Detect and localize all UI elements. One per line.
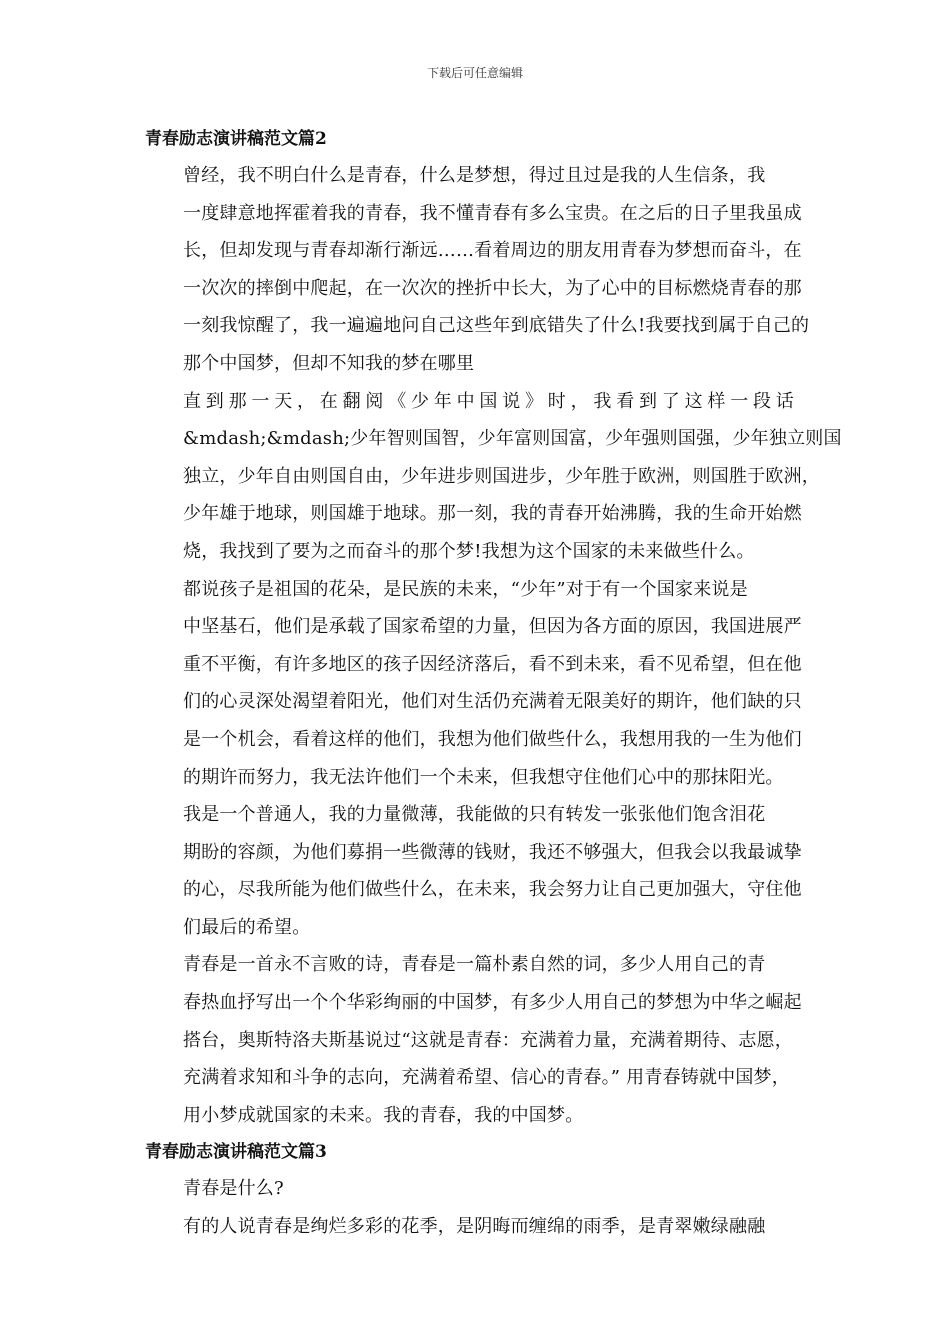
- text-line: 的心，尽我所能为他们做些什么，在未来，我会努力让自己更加强大，守住他: [183, 879, 802, 901]
- text-line: 用小梦成就国家的未来。我的青春，我的中国梦。: [183, 1104, 584, 1126]
- text-line: 我是一个普通人，我的力量微薄，我能做的只有转发一张张他们饱含泪花: [183, 804, 766, 826]
- paragraph: [145, 383, 842, 571]
- text-line: 期盼的容颜，为他们募捐一些微薄的钱财，我还不够强大，但我会以我最诚挚: [183, 841, 802, 863]
- paragraph: [145, 1170, 810, 1208]
- text-line: 那个中国梦，但却不知我的梦在哪里: [183, 352, 475, 374]
- document-body: [145, 121, 842, 1246]
- text-line: 直到那一天，在翻阅《少年中国说》时，我看到了这样一段话: [183, 390, 799, 412]
- text-line: 一度肆意地挥霍着我的青春，我不懂青春有多么宝贵。在之后的日子里我虽成: [183, 202, 802, 224]
- text-line: 青春是什么?: [183, 1178, 284, 1200]
- text-line: &mdash;&mdash;少年智则国智，少年富则国富，少年强则国强，少年独立则国: [183, 428, 842, 450]
- paragraph: [145, 796, 810, 946]
- text-line: 少年雄于地球，则国雄于地球。那一刻，我的青春开始沸腾，我的生命开始燃: [183, 503, 802, 525]
- text-line: 是一个机会，看着这样的他们，我想为他们做些什么，我想用我的一生为他们: [183, 728, 802, 750]
- text-line: 曾经，我不明白什么是青春，什么是梦想，得过且过是我的人生信条，我: [183, 165, 766, 186]
- text-line: 青春是一首永不言败的诗，青春是一篇朴素自然的词，多少人用自己的青: [183, 954, 766, 976]
- text-line: 的期许而努力，我无法许他们一个未来，但我想守住他们心中的那抹阳光。: [183, 766, 784, 788]
- paragraph: [145, 946, 810, 1134]
- text-line: 长，但却发现与青春却渐行渐远……看着周边的朋友用青春为梦想而奋斗，在: [183, 240, 802, 262]
- text-line: 充满着求知和斗争的志向，充满着希望、信心的青春。” 用青春铸就中国梦，: [183, 1067, 790, 1089]
- text-line: 搭台，奥斯特洛夫斯基说过“这就是青春：充满着力量，充满着期待、志愿，: [183, 1029, 793, 1051]
- paragraph: [145, 571, 810, 797]
- text-line: 一次次的摔倒中爬起，在一次次的挫折中长大，为了心中的目标燃烧青春的那: [183, 277, 802, 299]
- text-line: 们最后的希望。: [183, 916, 311, 938]
- section-heading: 青春励志演讲稿范文篇2: [145, 129, 327, 149]
- text-line: 独立，少年自由则国自由，少年进步则国进步，少年胜于欧洲，则国胜于欧洲，: [183, 465, 820, 487]
- text-line: 一刻我惊醒了，我一遍遍地问自己这些年到底错失了什么!我要找到属于自己的: [183, 315, 810, 337]
- text-line: 烧，我找到了要为之而奋斗的那个梦!我想为这个国家的未来做些什么。: [183, 540, 755, 562]
- page-header: 下载后可任意编辑: [426, 66, 523, 80]
- paragraph: [145, 157, 810, 383]
- text-line: 们的心灵深处渴望着阳光，他们对生活仍充满着无限美好的期许，他们缺的只: [183, 691, 802, 713]
- section-heading: 青春励志演讲稿范文篇3: [145, 1142, 327, 1163]
- text-line: 有的人说青春是绚烂多彩的花季，是阴晦而缠绵的雨季，是青翠嫩绿融融: [183, 1216, 766, 1238]
- text-line: 中坚基石，他们是承载了国家希望的力量，但因为各方面的原因，我国进展严: [183, 616, 802, 638]
- text-line: 都说孩子是祖国的花朵，是民族的未来，“少年”对于有一个国家来说是: [183, 578, 748, 600]
- paragraph: [145, 1208, 810, 1246]
- text-line: 重不平衡，有许多地区的孩子因经济落后，看不到未来，看不见希望，但在他: [183, 653, 802, 675]
- text-line: 春热血抒写出一个个华彩绚丽的中国梦，有多少人用自己的梦想为中华之崛起: [183, 992, 802, 1014]
